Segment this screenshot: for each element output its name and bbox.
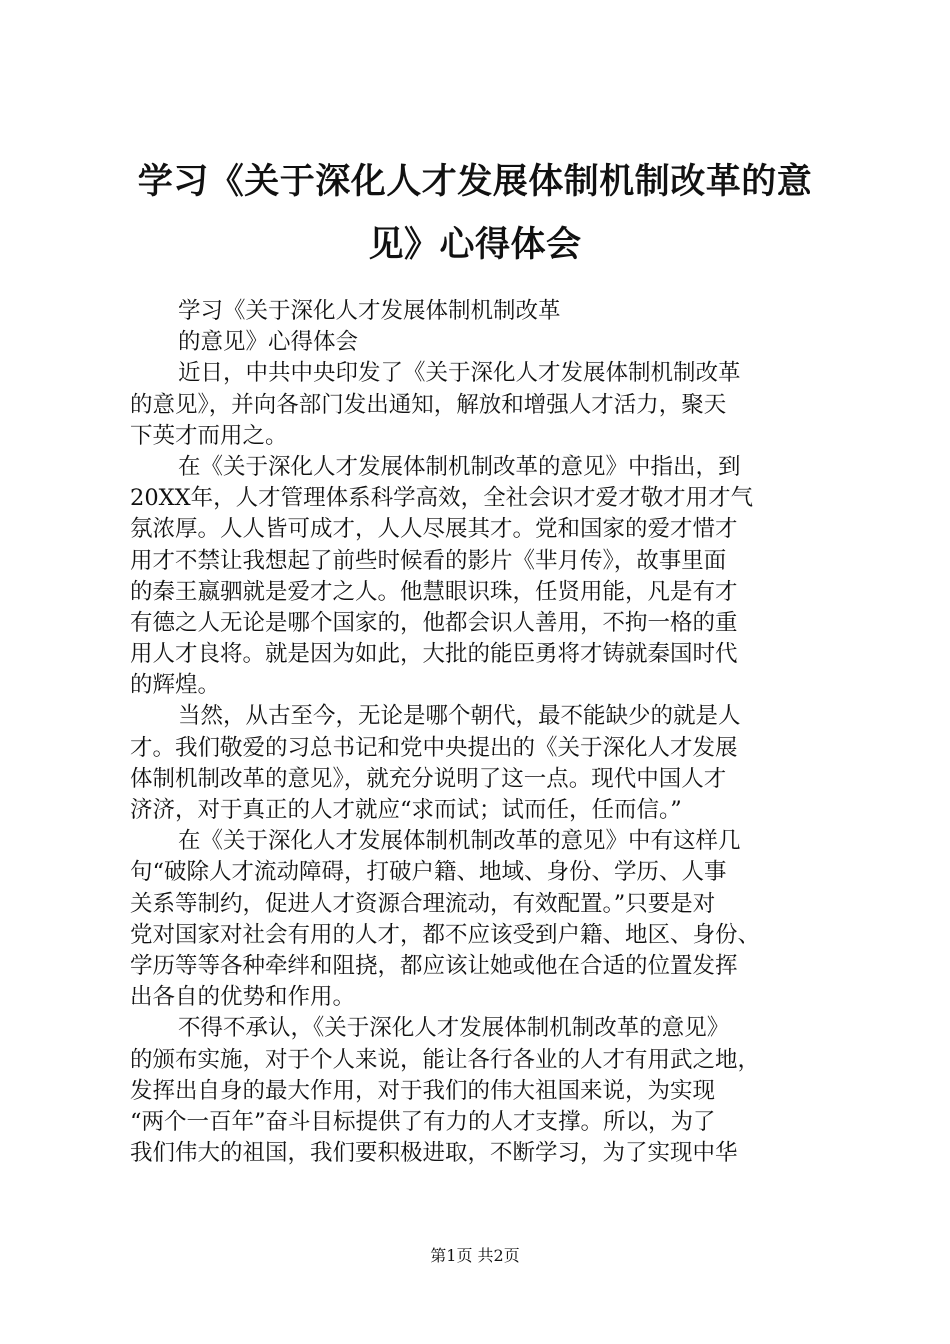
text-line: 氛浓厚。人人皆可成才，人人尽展其才。党和国家的爱才惜才 [130, 516, 738, 543]
text-line: 有德之人无论是哪个国家的，他都会识人善用，不拘一格的重 [130, 609, 738, 636]
text-line: 近日，中共中央印发了《关于深化人才发展体制机制改革 [178, 360, 741, 387]
text-line: 济济，对于真正的人才就应“求而试；试而任，任而信。” [130, 797, 682, 823]
text-line: 当然，从古至今，无论是哪个朝代，最不能缺少的就是人 [178, 703, 741, 730]
text-line: 党对国家对社会有用的人才，都不应该受到户籍、地区、身份、 [130, 921, 761, 948]
text-line: 的意见》，并向各部门发出通知，解放和增强人才活力，聚天 [130, 391, 727, 418]
text-line: 的颁布实施，对于个人来说，能让各行各业的人才有用武之地， [130, 1046, 761, 1073]
text-line: 发挥出自身的最大作用，对于我们的伟大祖国来说，为实现 [130, 1077, 716, 1104]
text-line: 的秦王嬴驷就是爱才之人。他慧眼识珠，任贤用能，凡是有才 [130, 578, 738, 605]
text-line: 学历等等各种牵绊和阻挠，都应该让她或他在合适的位置发挥 [130, 952, 738, 979]
document-title-line-1: 学习《关于深化人才发展体制机制改革的意 [137, 161, 813, 202]
text-line: 句“破除人才流动障碍，打破户籍、地域、身份、学历、人事 [130, 859, 727, 886]
text-line: 我们伟大的祖国，我们要积极进取，不断学习，为了实现中华 [130, 1140, 738, 1167]
text-line: 用才不禁让我想起了前些时候看的影片《芈月传》，故事里面 [130, 547, 727, 574]
text-line: 不得不承认，《关于深化人才发展体制机制改革的意见》 [178, 1015, 730, 1042]
text-line: 才。我们敬爱的习总书记和党中央提出的《关于深化人才发展 [130, 734, 738, 761]
document-body [130, 296, 850, 1169]
text-line: 用人才良将。就是因为如此，大批的能臣勇将才铸就秦国时代 [130, 641, 738, 668]
text-line: 在《关于深化人才发展体制机制改革的意见》中有这样几 [178, 828, 741, 855]
text-line: 学习《关于深化人才发展体制机制改革 [178, 298, 561, 324]
text-line: 下英才而用之。 [130, 422, 288, 449]
text-line: 关系等制约，促进人才资源合理流动，有效配置。”只要是对 [130, 890, 716, 917]
text-line: 出各自的优势和作用。 [130, 984, 356, 1011]
text-line: “两个一百年”奋斗目标提供了有力的人才支撑。所以，为了 [130, 1108, 716, 1135]
document-title-line-2: 见》心得体会 [368, 224, 582, 265]
text-line: 的意见》心得体会 [178, 329, 359, 356]
page-footer: 第1页 共2页 [430, 1246, 520, 1265]
text-line: 的辉煌。 [130, 672, 221, 699]
text-line: 体制机制改革的意见》，就充分说明了这一点。现代中国人才 [130, 765, 727, 792]
text-line: 在《关于深化人才发展体制机制改革的意见》中指出，到 [178, 453, 741, 480]
text-line: 20XX年，人才管理体系科学高效，全社会识才爱才敬才用才气 [130, 485, 754, 512]
